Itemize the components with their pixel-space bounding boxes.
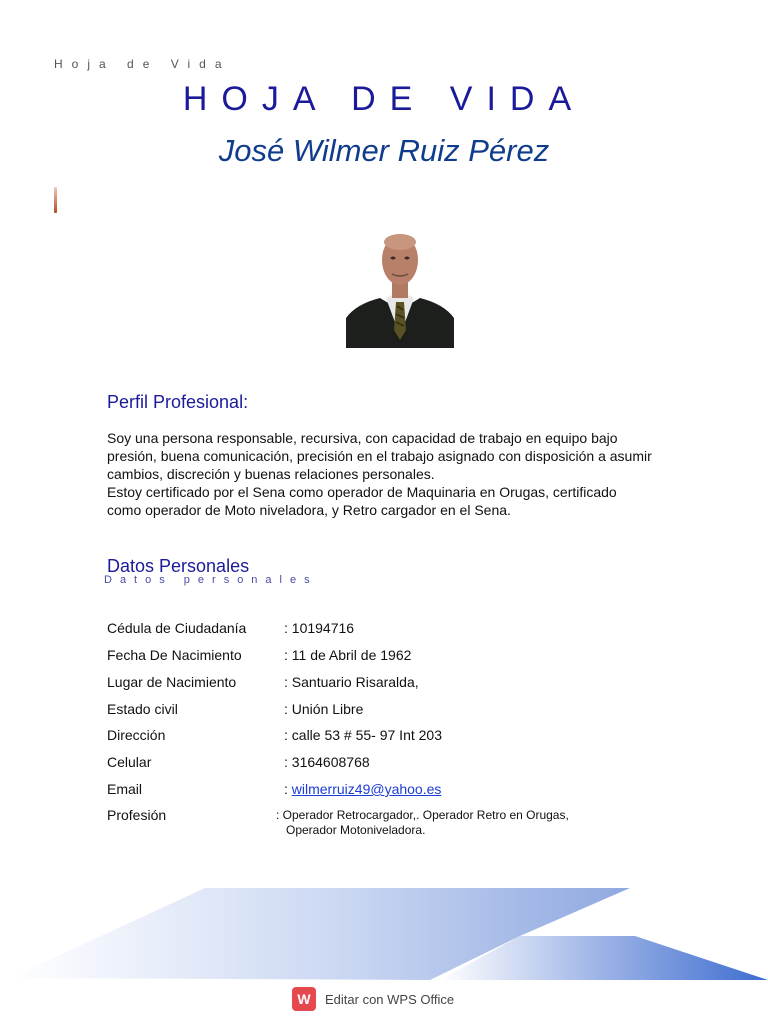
profesion-line: Operador Motoniveladora. (286, 823, 426, 837)
row-label: Dirección (107, 727, 166, 743)
row-value: : Unión Libre (284, 701, 364, 717)
row-label: Profesión (107, 807, 167, 823)
row-label: Estado civil (107, 701, 178, 717)
email-prefix: : (284, 781, 292, 797)
perfil-line: Estoy certificado por el Sena como operador de Maquinaria en Orugas, certificado (107, 484, 617, 500)
row-label: Lugar de Nacimiento (107, 674, 237, 690)
datos-title: Datos Personales (107, 556, 250, 576)
row-label: Cédula de Ciudadanía (107, 620, 247, 636)
row-label: Email (107, 781, 143, 797)
row-value: : 3164608768 (284, 754, 370, 770)
decorative-wave (0, 880, 768, 982)
decorative-mark (54, 187, 57, 213)
email-link[interactable]: wilmerruiz49@yahoo.es (291, 781, 442, 797)
row-value: : 11 de Abril de 1962 (284, 647, 412, 663)
row-value: : calle 53 # 55- 97 Int 203 (284, 727, 442, 743)
header-small-title: Hoja de Vida (54, 57, 231, 71)
row-value (284, 781, 441, 797)
row-value: : 10194716 (284, 620, 355, 636)
profesion-value (276, 808, 569, 838)
perfil-line: Soy una persona responsable, recursiva, con capacidad de trabajo en equipo bajo (107, 430, 618, 446)
perfil-text (107, 429, 707, 519)
row-label: Fecha De Nacimiento (107, 647, 242, 663)
datos-subtitle: Datos personales (104, 574, 318, 586)
perfil-line: presión, buena comunicación, precisión en el trabajo asignado con disposición a asumir (107, 448, 652, 464)
page-title: HOJA DE VIDA (182, 80, 586, 118)
person-name: José Wilmer Ruiz Pérez (218, 133, 550, 168)
wps-logo-icon: W (292, 987, 316, 1011)
perfil-line: como operador de Moto niveladora, y Retro cargador en el Sena. (107, 502, 511, 518)
profile-photo (346, 218, 454, 348)
wps-edit-label: Editar con WPS Office (325, 991, 455, 1007)
row-value: : Santuario Risaralda, (284, 674, 419, 690)
perfil-title: Perfil Profesional: (107, 392, 249, 412)
wps-edit-button[interactable] (292, 985, 454, 1013)
profesion-line: : Operador Retrocargador,. Operador Retro en Orugas, (276, 808, 569, 822)
perfil-line: cambios, discreción y buenas relaciones personales. (107, 466, 435, 482)
row-label: Celular (107, 754, 152, 770)
